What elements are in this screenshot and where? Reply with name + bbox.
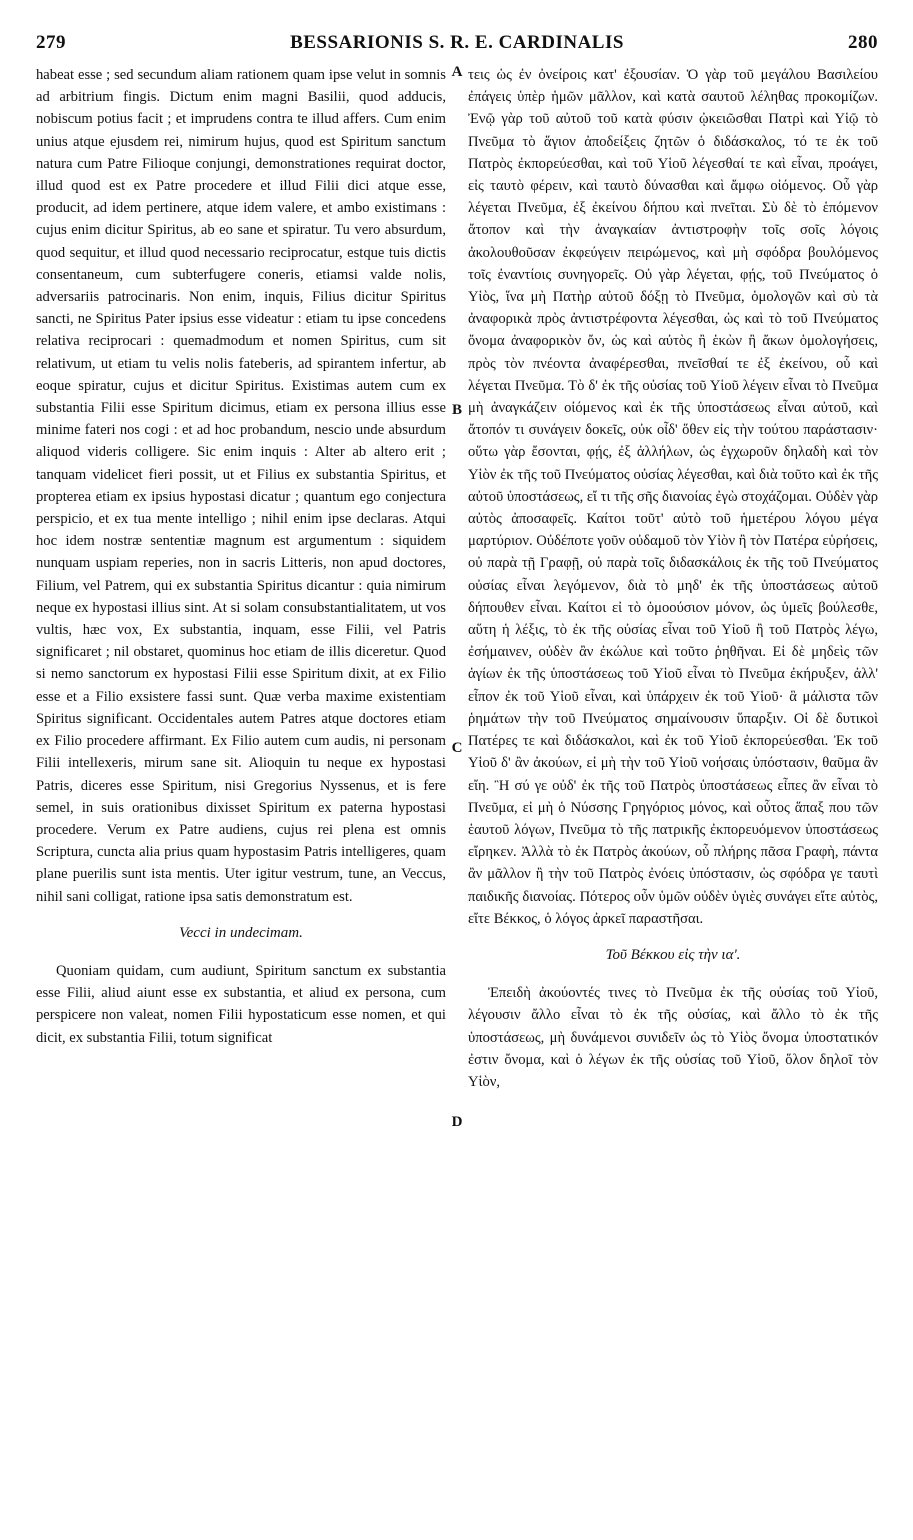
greek-paragraph: τεις ὡς ἐν ὀνείροις κατ' ἐξουσίαν. Ὁ γὰρ τοῦ μεγάλου Βασιλείου ἐπάγεις ὑπὲρ ἡμῶν μᾶλλον, καὶ κατὰ σαυτοῦ λέληθας προκομίζων. Ἐνῷ γὰρ τοῦ αὐτοῦ τοῦ κατὰ φύσιν ᾠκειῶσθαι Πατρὶ καὶ Υἱῷ τὸ Πνεῦμα τὸ ἅγιον ἀποδείξεις ζητῶν ὁ διδάσκαλος, τό τε ἐκ τοῦ Πατρὸς ἐκπορεύεσθαι, καὶ τοῦ Υἱοῦ λέγεσθαί τε καὶ εἶναι, προάγει, εἰς ταυτὸ φέρειν, καὶ ταυτὸ δύνασθαι καὶ ἄμφω οἰόμενος. Οὗ γὰρ λέγεται Πνεῦμα, ἐξ ἐκείνου δήπου καὶ πνεῖται. Σὺ δὲ τὸ ἑπόμενον ἄτοπον καὶ τὴν ἀναγκαίαν ἀντιστροφὴν τοῖς σοῖς λόγοις ἀκολουθοῦσαν ἐκφεύγειν πειρώμενος, καὶ μὴ σφόδρα βουλόμενος τοῖς ἐναντίοις συνηγορεῖς. Οὐ γὰρ λέγεται, φῄς, τοῦ Πνεύματος ὁ Υἱὸς, ἵνα μὴ Πατὴρ αὐτοῦ δόξῃ τὸ Πνεῦμα, ὁμολογῶν καὶ σὺ τὰ ἀναφορικὰ πρὸς ἀντιστρέφοντα λέγεσθαι, ὡς καὶ τὸ τοῦ Πνεύματος ὄνομα ἀναφορικὸν ὄν, ὡς καὶ αὐτὸς ἢ ἑκὼν ἢ ἄκων ὁμολογήσεις, πρὸς τὸν πνέοντα ἀναφέρεσθαι, πνεῖσθαί τε ἐξ ἐκείνου, οὗ καὶ λέγεται Πνεῦμα. Τὸ δ' ἐκ τῆς οὐσίας τοῦ Υἱοῦ λέγειν εἶναι τὸ Πνεῦμα μὴ ἀναγκάζειν οἰόμενος καὶ ἐκ τῆς ὑποστάσεως εἶναι αὐτοῦ, καὶ ἄτοπόν τι συνάγειν δοκεῖς, οὐκ οἶδ' ὅθεν εἰς τὴν τούτου παράστασιν· οὕτω γὰρ ἔσονται, φῄς, ἐξ ἀλλήλων, ὡς ἐγχωροῦν δηλαδὴ καὶ τὸν Υἱὸν ἐκ τῆς τοῦ Πνεύματος οὐσίας λέγεσθαι, καὶ διὰ τοῦτο καὶ ἐκ τῆς αὐτοῦ ὑποστάσεως, εἴ τι τῆς σῆς διανοίας ἐγὼ στοχάζομαι. Οὐδὲν γὰρ αὐτὸς ἀποσαφεῖς. Καίτοι τοῦτ' αὐτὸ τοῦ ἡμετέρου λόγου μέγα μαρτύριον. Οὐδέποτε γοῦν οὐδαμοῦ τὸν Υἱὸν ἢ τὸν Πατέρα εὑρήσεις, οὐ παρὰ τῇ Γραφῇ, οὐ παρὰ τοῖς διδασκάλοις ἐκ τῆς τοῦ Πνεύματος οὐσίας εἶναι λεγόμενον, διὰ τὸ μηδ' ἐκ τῆς ὑποστάσεως αὐτοῦ δήπουθεν εἶναι. Καίτοι εἰ τὸ ὁμοούσιον μόνον, ὡς ὑμεῖς βούλεσθε, αὕτη ἡ λέξις, τὸ ἐκ τῆς οὐσίας εἶναι τοῦ Υἱοῦ ἢ τοῦ Πατρὸς λέγω, ἐσήμαινεν, οὐδὲν ἂν ἐκώλυε καὶ τοῦτο ῥηθῆναι. Εἰ δὲ μηδεὶς τῶν ἁγίων ἐκ τῆς ὑποστάσεως τοῦ Υἱοῦ εἶναι τὸ Πνεῦμα ἐκήρυξεν, ἀλλ' εἶπον ἐκ τοῦ Υἱοῦ εἶναι, καὶ ὑπάρχειν ἐκ τοῦ Υἱοῦ· ἃ μάλιστα τῶν ῥημάτων τὴν τοῦ Πνεύματος σημαίνουσιν ὕπαρξιν. Οἱ δὲ δυτικοὶ Πατέρες τε καὶ διδάσκαλοι, καὶ ἐκ τοῦ Υἱοῦ ἐκπορεύεσθαι. Ἐκ τοῦ Υἱοῦ δ' ἂν ἀκούων, εἰ μὴ τὴν τοῦ Υἱοῦ νοήσαις ὑπόστασιν, θαῦμα ἂν εἴη. Ἢ σύ γε οὐδ' ἐκ τῆς τοῦ Πατρὸς ὑποστάσεως εἶπες ἂν εἶναι τὸ Πνεῦμα, εἰ μὴ ὁ Νύσσης Γρηγόριος μόνος, καὶ οὗτος ἅπαξ που τῶν ἑαυτοῦ λόγων, Πνεῦμα τὸ τῆς πατρικῆς ἐκπορευόμενον ὑποστάσεως εἴρηκεν. Ἀλλὰ τὸ ἐκ Πατρὸς ἀκούων, οὗ πλήρης πᾶσα Γραφὴ, πάντα ἂν μᾶλλον ἢ τὴν τοῦ Πατρὸς ἐνόεις ὑπόστασιν, ὡς σφόδρα γε ταυτὶ παιδικῆς διανοίας. Πότερος οὖν ὑμῶν οὐδὲν ὑγιὲς συνάγει εἴτε αὐτὸς, εἴτε Βέκκος, ὁ λόγος ἀρκεῖ παραστῆσαι. — [468, 67, 878, 927]
margin-marker-d: D — [451, 1114, 463, 1130]
latin-section-title: Vecci in undecimam. — [179, 924, 303, 941]
page-header — [36, 32, 878, 60]
greek-column — [468, 64, 878, 1093]
latin-paragraph: habeat esse ; sed secundum aliam rationem quam ipse velut in somnis ad arbitrium fingis. Dictum enim magni Basilii, quod adducis, nobiscum potius facit ; et imprudens contra te illud affers. Cum enim unius atque ejusdem rei, nimirum hujus, quod est Spiritum sanctum natura cum Patre Filioque conjungi, demonstrationes requirat doctor, illud quod est ex Patre procedere et illud Filii dici atque esse, producit, ad idem pertinere, atque idem valere, et ambo existimans : cujus enim dicitur Spiritus, ab eo sane et spiratur. Tu vero absurdum, quod sequitur, et illud quod necessario reciprocatur, estque tuis dictis consentaneum, cum subterfugere coneris, etiamsi valde nolis, adversariis patrocinaris. Non enim, inquis, Filius dicitur Spiritus sancti, ne Spiritus Pater ipsius esse videatur : etiam tu ipse concedens relativa reciprocari : quemadmodum et nomen Spiritus, cum sit relativum, ut etiam tu velis nolis fateberis, ad spirantem infertur, ab eoque spiratur, cujus et dicitur Spiritus. Existimas autem cum ex substantia Filii esse Spiritum dicimus, etiam ex persona illius esse minime fateri nos cogi : et ad hoc probandum, nescio unde absurdum aliquod videris colligere. Sic enim inquis : Alter ab altero erit ; tanquam videlicet fieri possit, ut et Filius ex substantia Spiritus, et propterea etiam ex ipsius hypostasi dicatur ; quantum ego conjectura perspicio, et ex tua mente intelligo ; nihil enim ipse declaras. Atqui hoc idem nostræ sententiæ magnum est argumentum : siquidem nunquam uspiam reperies, non in sacris Litteris, non apud doctores, Filium, vel Patrem, qui ex substantia Spiritus dicantur : quia nimirum neque ex hypostasi illius sint. At si solam consubstantialitatem, ut vos vultis, hæc vox, Ex substantia, inquam, esse Filii, vel Patris significaret ; nil obstaret, quominus hoc etiam de illis diceretur. Quod si nemo sanctorum ex hypostasi Filii esse Spiritum dixit, at ex Filio esse et a Filio exsistere fassi sunt. Quæ verba maxime existentiam Spiritus significant. Occidentales autem Patres atque doctores etiam ex Filio procedere affirmant. Ex Filio autem cum audis, ni personam Filii intellexeris, mirum sane sit. Alioquin tu neque ex hypostasi Patris, diceres esse Spiritum, nisi Gregorius Nyssenus, et is fere semel, in suis orationibus dixisset Spiritum ex paterna hypostasi procedere. Verum ex Patre audiens, cujus rei plena est omnis Scriptura, cuncta alia prius quam hypostasim Patris intelligeres, quam plane puerilis sunt ista mentis. Uter igitur vestrum, tune, an Veccus, nihil sani colligat, ratione ipsa satis demonstratum est. — [36, 67, 446, 905]
margin-marker-a: A — [451, 64, 463, 80]
greek-paragraph-2: Ἐπειδὴ ἀκούοντές τινες τὸ Πνεῦμα ἐκ τῆς οὐσίας τοῦ Υἱοῦ, λέγουσιν ἄλλο εἶναι τὸ ἐκ τῆς οὐσίας, καὶ ἄλλο τὸ ἐκ τῆς ὑποστάσεως, μὴ δυνάμενοι συνιδεῖν ὡς τὸ Υἱὸς ὄνομα ὑποστατικόν ἐστιν ὄνομα, καὶ ὁ λέγων ἐκ τῆς οὐσίας τοῦ Υἱοῦ, ὅλον δηλοῖ τὸν Υἱὸν, — [468, 985, 878, 1090]
margin-marker-c: C — [451, 740, 463, 756]
greek-section-title: Τοῦ Βέκκου εἰς τὴν ια'. — [605, 946, 741, 963]
latin-paragraph-2: Quoniam quidam, cum audiunt, Spiritum sanctum ex substantia esse Filii, aliud aiunt esse ex substantia, et aliud ex persona, cum perspicere non valeat, nomen Filii hypostaticum esse nomen, et qui dicit, ex substantia Filii, totum significat — [36, 962, 446, 1046]
running-title: BESSARIONIS S. R. E. CARDINALIS — [290, 32, 624, 53]
latin-column — [36, 64, 446, 1049]
page-number-right: 280 — [848, 32, 878, 53]
page-number-left: 279 — [36, 32, 66, 53]
margin-marker-b: B — [451, 402, 462, 418]
